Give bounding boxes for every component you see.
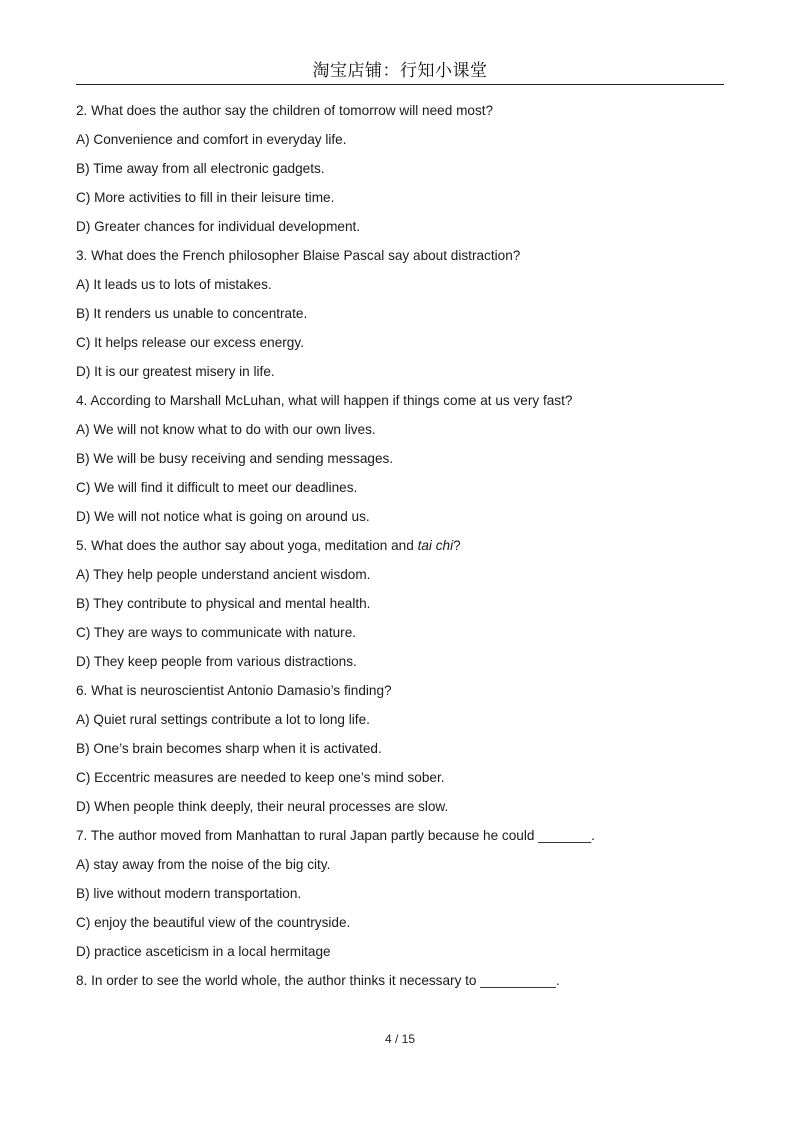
option-4b: B) We will be busy receiving and sending messages. xyxy=(76,451,394,466)
option-6d: D) When people think deeply, their neural processes are slow. xyxy=(76,799,449,814)
question-6: 6. What is neuroscientist Antonio Damasio’s finding? xyxy=(76,683,392,698)
option-4a: A) We will not know what to do with our own lives. xyxy=(76,422,376,437)
option-6b: B) One’s brain becomes sharp when it is activated. xyxy=(76,741,382,756)
option-7d: D) practice asceticism in a local hermitage xyxy=(76,944,331,959)
question-5-text: 5. What does the author say about yoga, meditation and xyxy=(76,538,418,553)
option-5a: A) They help people understand ancient wisdom. xyxy=(76,567,371,582)
question-3: 3. What does the French philosopher Blaise Pascal say about distraction? xyxy=(76,248,521,263)
option-7c: C) enjoy the beautiful view of the countryside. xyxy=(76,915,351,930)
question-2: 2. What does the author say the children of tomorrow will need most? xyxy=(76,103,494,118)
option-5c: C) They are ways to communicate with nature. xyxy=(76,625,357,640)
question-5-end: ? xyxy=(453,538,461,553)
option-3c: C) It helps release our excess energy. xyxy=(76,335,304,350)
question-4: 4. According to Marshall McLuhan, what will happen if things come at us very fast? xyxy=(76,393,573,408)
page-number: 4 / 15 xyxy=(384,1032,416,1046)
option-5b: B) They contribute to physical and mental health. xyxy=(76,596,371,611)
option-3d: D) It is our greatest misery in life. xyxy=(76,364,275,379)
question-5 xyxy=(76,531,736,560)
option-7a: A) stay away from the noise of the big city. xyxy=(76,857,331,872)
option-7b: B) live without modern transportation. xyxy=(76,886,302,901)
option-5d: D) They keep people from various distractions. xyxy=(76,654,357,669)
option-3b: B) It renders us unable to concentrate. xyxy=(76,306,308,321)
question-8: 8. In order to see the world whole, the author thinks it necessary to __________. xyxy=(76,973,560,988)
option-2b: B) Time away from all electronic gadgets. xyxy=(76,161,325,176)
question-list xyxy=(76,96,736,995)
option-2d: D) Greater chances for individual development. xyxy=(76,219,361,234)
option-6a: A) Quiet rural settings contribute a lot to long life. xyxy=(76,712,370,727)
option-2c: C) More activities to fill in their leisure time. xyxy=(76,190,335,205)
option-4d: D) We will not notice what is going on around us. xyxy=(76,509,370,524)
option-4c: C) We will find it difficult to meet our deadlines. xyxy=(76,480,358,495)
option-6c: C) Eccentric measures are needed to keep one’s mind sober. xyxy=(76,770,445,785)
page-header xyxy=(76,58,724,85)
question-5-italic: tai chi xyxy=(417,538,454,553)
option-2a: A) Convenience and comfort in everyday life. xyxy=(76,132,347,147)
option-3a: A) It leads us to lots of mistakes. xyxy=(76,277,272,292)
header-title: 淘宝店铺：行知小课堂 xyxy=(312,61,488,81)
question-7: 7. The author moved from Manhattan to rural Japan partly because he could _______. xyxy=(76,828,595,843)
